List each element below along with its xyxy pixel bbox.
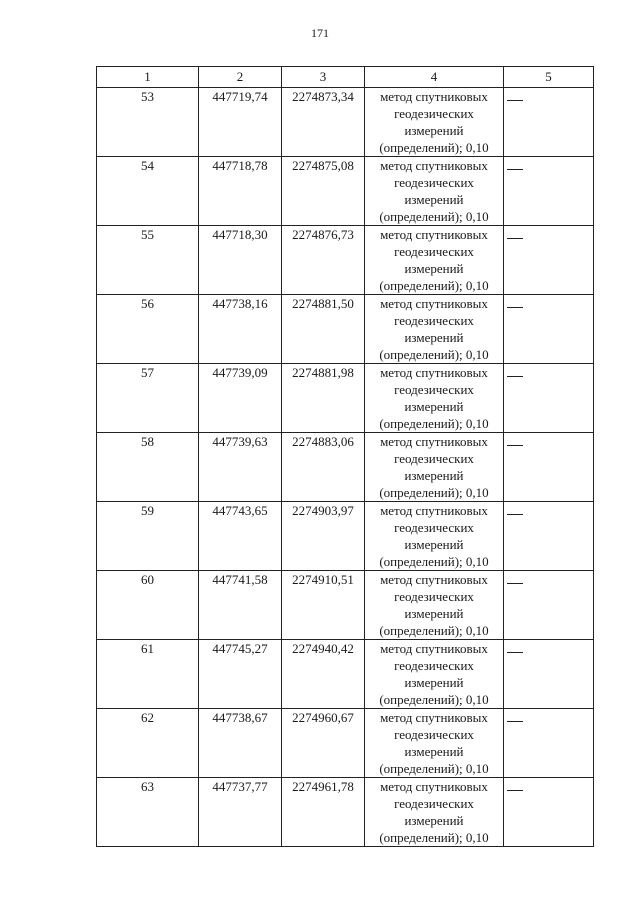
method-line: измерений (404, 813, 464, 828)
header-col-5: 5 (504, 67, 594, 88)
method-line: метод спутниковых (380, 503, 488, 518)
point-number-cell: 62 (97, 709, 199, 778)
header-col-2: 2 (199, 67, 282, 88)
method-line: метод спутниковых (380, 365, 488, 380)
method-line: геодезических (394, 313, 474, 328)
x-coordinate-cell: 447718,78 (199, 157, 282, 226)
method-line: (определений); 0,10 (379, 554, 489, 569)
note-cell (504, 709, 594, 778)
dash-mark (507, 514, 523, 515)
method-cell (365, 226, 504, 295)
table-row (97, 640, 594, 709)
method-line: геодезических (394, 589, 474, 604)
method-line: геодезических (394, 658, 474, 673)
method-line: измерений (404, 330, 464, 345)
method-cell (365, 364, 504, 433)
note-cell (504, 364, 594, 433)
note-cell (504, 640, 594, 709)
method-line: измерений (404, 261, 464, 276)
dash-mark (507, 376, 523, 377)
y-coordinate-cell: 2274881,98 (282, 364, 365, 433)
table-row (97, 295, 594, 364)
method-line: метод спутниковых (380, 779, 488, 794)
dash-mark (507, 583, 523, 584)
method-line: измерений (404, 744, 464, 759)
method-line: геодезических (394, 451, 474, 466)
y-coordinate-cell: 2274881,50 (282, 295, 365, 364)
method-cell (365, 502, 504, 571)
header-col-3: 3 (282, 67, 365, 88)
method-line: геодезических (394, 244, 474, 259)
y-coordinate-cell: 2274883,06 (282, 433, 365, 502)
method-line: измерений (404, 468, 464, 483)
method-line: (определений); 0,10 (379, 416, 489, 431)
x-coordinate-cell: 447741,58 (199, 571, 282, 640)
method-line: метод спутниковых (380, 434, 488, 449)
table-row (97, 364, 594, 433)
table-row (97, 88, 594, 157)
method-cell (365, 433, 504, 502)
table-row (97, 502, 594, 571)
method-line: метод спутниковых (380, 641, 488, 656)
method-line: (определений); 0,10 (379, 209, 489, 224)
method-line: измерений (404, 675, 464, 690)
y-coordinate-cell: 2274940,42 (282, 640, 365, 709)
method-line: измерений (404, 399, 464, 414)
method-line: измерений (404, 123, 464, 138)
x-coordinate-cell: 447718,30 (199, 226, 282, 295)
point-number-cell: 53 (97, 88, 199, 157)
method-line: геодезических (394, 727, 474, 742)
method-line: (определений); 0,10 (379, 347, 489, 362)
table-row (97, 571, 594, 640)
note-cell (504, 571, 594, 640)
point-number-cell: 61 (97, 640, 199, 709)
x-coordinate-cell: 447743,65 (199, 502, 282, 571)
method-line: (определений); 0,10 (379, 761, 489, 776)
method-line: метод спутниковых (380, 89, 488, 104)
note-cell (504, 295, 594, 364)
dash-mark (507, 652, 523, 653)
method-line: (определений); 0,10 (379, 830, 489, 845)
method-line: (определений); 0,10 (379, 623, 489, 638)
method-cell (365, 295, 504, 364)
note-cell (504, 433, 594, 502)
method-line: геодезических (394, 796, 474, 811)
method-cell (365, 157, 504, 226)
method-line: измерений (404, 606, 464, 621)
method-line: метод спутниковых (380, 296, 488, 311)
method-line: (определений); 0,10 (379, 140, 489, 155)
method-cell (365, 640, 504, 709)
table-row (97, 226, 594, 295)
point-number-cell: 60 (97, 571, 199, 640)
method-line: метод спутниковых (380, 572, 488, 587)
x-coordinate-cell: 447737,77 (199, 778, 282, 847)
note-cell (504, 226, 594, 295)
x-coordinate-cell: 447719,74 (199, 88, 282, 157)
note-cell (504, 157, 594, 226)
point-number-cell: 63 (97, 778, 199, 847)
point-number-cell: 58 (97, 433, 199, 502)
x-coordinate-cell: 447739,63 (199, 433, 282, 502)
method-line: метод спутниковых (380, 158, 488, 173)
method-cell (365, 709, 504, 778)
point-number-cell: 55 (97, 226, 199, 295)
method-line: измерений (404, 192, 464, 207)
note-cell (504, 778, 594, 847)
coordinates-table (96, 66, 594, 847)
note-cell (504, 88, 594, 157)
dash-mark (507, 238, 523, 239)
x-coordinate-cell: 447739,09 (199, 364, 282, 433)
note-cell (504, 502, 594, 571)
point-number-cell: 57 (97, 364, 199, 433)
y-coordinate-cell: 2274903,97 (282, 502, 365, 571)
method-cell (365, 571, 504, 640)
method-cell (365, 778, 504, 847)
y-coordinate-cell: 2274875,08 (282, 157, 365, 226)
point-number-cell: 56 (97, 295, 199, 364)
table-body (97, 88, 594, 847)
method-line: геодезических (394, 175, 474, 190)
point-number-cell: 59 (97, 502, 199, 571)
dash-mark (507, 100, 523, 101)
y-coordinate-cell: 2274961,78 (282, 778, 365, 847)
method-line: (определений); 0,10 (379, 278, 489, 293)
dash-mark (507, 169, 523, 170)
method-cell (365, 88, 504, 157)
method-line: (определений); 0,10 (379, 692, 489, 707)
x-coordinate-cell: 447745,27 (199, 640, 282, 709)
method-line: метод спутниковых (380, 710, 488, 725)
table-row (97, 157, 594, 226)
dash-mark (507, 721, 523, 722)
y-coordinate-cell: 2274876,73 (282, 226, 365, 295)
method-line: измерений (404, 537, 464, 552)
table-row (97, 709, 594, 778)
dash-mark (507, 790, 523, 791)
y-coordinate-cell: 2274960,67 (282, 709, 365, 778)
header-col-1: 1 (97, 67, 199, 88)
method-line: геодезических (394, 520, 474, 535)
y-coordinate-cell: 2274873,34 (282, 88, 365, 157)
table-header (97, 67, 594, 88)
dash-mark (507, 307, 523, 308)
table-row (97, 778, 594, 847)
x-coordinate-cell: 447738,16 (199, 295, 282, 364)
dash-mark (507, 445, 523, 446)
method-line: геодезических (394, 382, 474, 397)
method-line: (определений); 0,10 (379, 485, 489, 500)
method-line: геодезических (394, 106, 474, 121)
point-number-cell: 54 (97, 157, 199, 226)
x-coordinate-cell: 447738,67 (199, 709, 282, 778)
method-line: метод спутниковых (380, 227, 488, 242)
page-number: 171 (311, 26, 329, 40)
y-coordinate-cell: 2274910,51 (282, 571, 365, 640)
header-row (97, 67, 594, 88)
table-row (97, 433, 594, 502)
header-col-4: 4 (365, 67, 504, 88)
